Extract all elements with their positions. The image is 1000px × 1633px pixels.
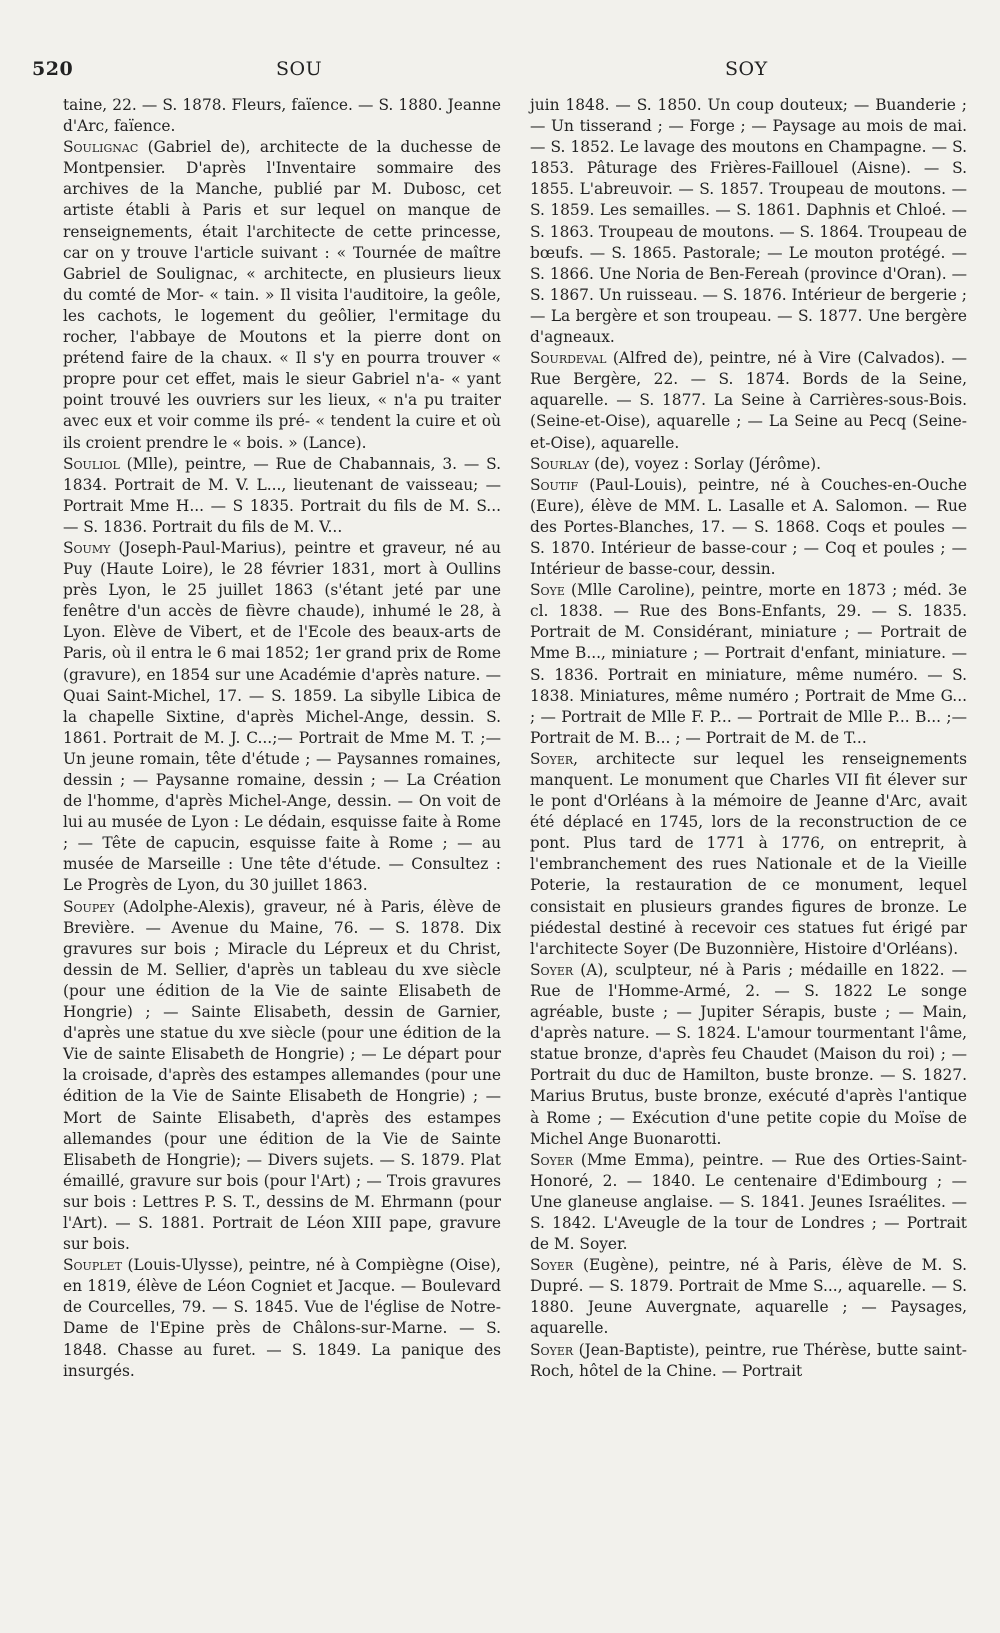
entry-name: Soulignac [63, 138, 139, 157]
left-running-head: SOU [276, 58, 323, 80]
entry-paragraph [530, 348, 967, 453]
entry-paragraph [530, 1255, 967, 1339]
entry-text: juin 1848. — S. 1850. Un coup douteux; — Buanderie ; — Un tisserand ; — Forge ; — Paysage au mois de mai. — S. 1852. Le lavage des moutons en Champagne. — S. 1853. Pâturage des Frières-Faillouel (Aisne). — S. 1855. L'abreuvoir. — S. 1857. Troupeau de moutons. — S. 1859. Les semailles. — S. 1861. Daphnis et Chloé. — S. 1863. Troupeau de moutons. — S. 1864. Troupeau de bœufs. — S. 1865. Pastorale; — Le mouton protégé. — S. 1866. Une Noria de Ben-Fereah (province d'Oran). — S. 1867. Un ruisseau. — S. 1876. Intérieur de bergerie ; — La bergère et son troupeau. — S. 1877. Une bergère d'agneaux. [530, 96, 967, 347]
entry-text: (Louis-Ulysse), peintre, né à Compiègne (Oise), en 1819, élève de Léon Cogniet et Jacque. — Boulevard de Courcelles, 79. — S. 1845. Vue de l'église de Notre-Dame de l'Epine près de Châlons-sur-Marne. — S. 1848. Chasse au furet. — S. 1849. La panique des insurgés. [63, 1256, 501, 1380]
entry-name: Soyer [530, 1256, 574, 1275]
entry-text: (de), voyez : Sorlay (Jérôme). [589, 454, 822, 473]
entry-text: , architecte sur lequel les renseignements manquent. Le monument que Charles VII fit élever sur le pont d'Orléans à la mémoire de Jeanne d'Arc, avait été déplacé en 1745, lors de la reconstruction de ce pont. Plus tard de 1771 à 1776, on entreprit, à l'embranchement des rues Nationale et de la Vieille Poterie, la restauration de ce monument, lequel consistait en plusieurs grandes figures de bronze. Le piédestal destiné à recevoir ces statues fut érigé par l'architecte Soyer (De Buzonnière, Histoire d'Orléans). [530, 749, 967, 958]
entry-name: Sourdeval [530, 349, 607, 368]
entry-paragraph [63, 538, 501, 897]
entry-text: (Jean-Baptiste), peintre, rue Thérèse, butte saint-Roch, hôtel de la Chine. — Portrait [530, 1340, 967, 1380]
entry-paragraph [63, 897, 501, 1256]
entry-paragraph [530, 475, 967, 580]
right-column [530, 95, 967, 1382]
entry-paragraph [530, 1340, 967, 1382]
entry-name: Soupey [63, 897, 115, 916]
entry-name: Souplet [63, 1256, 122, 1275]
entry-text: (Alfred de), peintre, né à Vire (Calvados). — Rue Bergère, 22. — S. 1874. Bords de la Seine, aquarelle. — S. 1877. La Seine à Carrières-sous-Bois. (Seine-et-Oise), aquarelle ; — La Seine au Pecq (Seine-et-Oise), aquarelle. [530, 349, 967, 452]
entry-name: Souliol [63, 454, 120, 473]
entry-text: (Paul-Louis), peintre, né à Couches-en-Ouche (Eure), élève de MM. L. Lasalle et A. Salomon. — Rue des Portes-Blanches, 17. — S. 1868. Coqs et poules — S. 1870. Intérieur de basse-cour ; — Coq et poules ; — Intérieur de basse-cour, dessin. [530, 475, 967, 579]
entry-text: (Adolphe-Alexis), graveur, né à Paris, élève de Brevière. — Avenue du Maine, 76. — S. 1878. Dix gravures sur bois ; Miracle du Lépreux et du Christ, dessin de M. Sellier, d'après un tableau du xve siècle (pour une édition de la Vie de sainte Elisabeth de Hongrie) ; — Sainte Elisabeth, dessin de Garnier, d'après une statue du xve siècle (pour une édition de la Vie de sainte Elisabeth de Hongrie) ; — Le départ pour la croisade, d'après des estampes allemandes (pour une édition de la Vie de Sainte Elisabeth de Hongrie) ; — Mort de Sainte Elisabeth, d'après des estampes allemandes (pour une édition de la Vie de Sainte Elisabeth de Hongrie); — Divers sujets. — S. 1879. Plat émaillé, gravure sur bois (pour l'Art) ; — Trois gravures sur bois : Lettres P. S. T., dessins de M. Ehrmann (pour l'Art). — S. 1881. Portrait de Léon XIII pape, gravure sur bois. [63, 897, 501, 1254]
entry-paragraph [530, 454, 967, 475]
entry-paragraph [63, 137, 501, 453]
entry-text: (Mlle Caroline), peintre, morte en 1873 ; méd. 3e cl. 1838. — Rue des Bons-Enfants, 29. — S. 1835. Portrait de M. Considérant, miniature ; — Portrait de Mme B..., miniature ; — Portrait d'enfant, miniature. — S. 1836. Portrait en miniature, même numéro. — S. 1838. Miniatures, même numéro ; Portrait de Mme G... ; — Portrait de Mlle F. P... — Portrait de Mlle P... B... ;— Portrait de M. B... ; — Portrait de M. de T... [530, 581, 967, 747]
entry-text: (Eugène), peintre, né à Paris, élève de M. S. Dupré. — S. 1879. Portrait de Mme S..., aquarelle. — S. 1880. Jeune Auvergnate, aquarelle ; — Paysages, aquarelle. [530, 1256, 967, 1338]
entry-name: Soumy [63, 538, 111, 557]
entry-text: (Joseph-Paul-Marius), peintre et graveur, né au Puy (Haute Loire), le 28 février 1831, mort à Oullins près Lyon, le 25 juillet 1863 (s'étant jeté par une fenêtre d'un accès de fièvre chaude), inhumé le 28, à Lyon. Elève de Vibert, et de l'Ecole des beaux-arts de Paris, où il entra le 6 mai 1852; 1er grand prix de Rome (gravure), en 1854 sur une Académie d'après nature. — Quai Saint-Michel, 17. — S. 1859. La sibylle Libica de la chapelle Sixtine, d'après Michel-Ange, dessin. S. 1861. Portrait de M. J. C...;— Portrait de Mme M. T. ;— Un jeune romain, tête d'étude ; — Paysannes romaines, dessin ; — Paysanne romaine, dessin ; — La Création de l'homme, d'après Michel-Ange, dessin. — On voit de lui au musée de Lyon : Le dédain, esquisse faite à Rome ; — Tête de capucin, esquisse faite à Rome ; — au musée de Marseille : Une tête d'étude. — Consultez : Le Progrès de Lyon, du 30 juillet 1863. [63, 538, 501, 895]
entry-name: Soyer [530, 1340, 574, 1359]
entry-paragraph [63, 95, 501, 137]
entry-paragraph [530, 749, 967, 960]
page-number: 520 [32, 58, 74, 80]
entry-name: Sourlay [530, 454, 590, 473]
entry-text: taine, 22. — S. 1878. Fleurs, faïence. — S. 1880. Jeanne d'Arc, faïence. [63, 96, 501, 136]
entry-paragraph [63, 1255, 501, 1382]
left-column [63, 95, 501, 1382]
entry-paragraph [530, 1150, 967, 1255]
entry-name: Soutif [530, 475, 579, 494]
entry-text: (Mme Emma), peintre. — Rue des Orties-Saint-Honoré, 2. — 1840. Le centenaire d'Edimbourg ; — Une glaneuse anglaise. — S. 1841. Jeunes Israélites. — S. 1842. L'Aveugle de la tour de Londres ; — Portrait de M. Soyer. [530, 1150, 967, 1254]
entry-text: (Mlle), peintre, — Rue de Chabannais, 3. — S. 1834. Portrait de M. V. L..., lieutenant de vaisseau; — Portrait Mme H... — S 1835. Portrait du fils de M. S... — S. 1836. Portrait du fils de M. V... [63, 454, 501, 536]
entry-paragraph [530, 580, 967, 749]
entry-paragraph [63, 454, 501, 538]
entry-name: Soyer [530, 749, 574, 768]
entry-text: (A), sculpteur, né à Paris ; médaille en 1822. — Rue de l'Homme-Armé, 2. — S. 1822 Le songe agréable, buste ; — Jupiter Sérapis, buste ; — Main, d'après nature. — S. 1824. L'amour tourmentant l'âme, statue bronze, d'après feu Chaudet (Maison du roi) ; — Portrait du duc de Hamilton, buste bronze. — S. 1827. Marius Brutus, buste bronze, exécuté d'après l'antique à Rome ; — Exécution d'une petite copie du Moïse de Michel Ange Buonarotti. [530, 960, 967, 1148]
right-running-head: SOY [725, 58, 768, 80]
entry-paragraph [530, 960, 967, 1150]
entry-text: (Gabriel de), architecte de la duchesse de Montpensier. D'après l'Inventaire sommaire des archives de la Manche, publié par M. Dubosc, cet artiste établi à Paris et sur lequel on manque de renseignements, était l'architecte de cette princesse, car on y trouve l'article suivant : « Tournée de maître Gabriel de Soulignac, « architecte, en plusieurs lieux du comté de Mor- « tain. » Il visita l'auditoire, la geôle, les cachots, le logement du geôlier, l'ermitage du rocher, l'abbaye de Moutons et la pierre dont on prétend faire de la chaux. « Il s'y en pourra trouver « propre pour cet effet, mais le sieur Gabriel n'a- « yant point trouvé les ouvriers sur les lieux, « n'a pu traiter avec eux et voir comme ils pré- « tendent la cuire et où ils croient prendre le « bois. » (Lance). [63, 138, 501, 452]
entry-name: Soye [530, 581, 565, 600]
entry-name: Soyer [530, 960, 574, 979]
entry-name: Soyer [530, 1150, 574, 1169]
entry-paragraph [530, 95, 967, 348]
